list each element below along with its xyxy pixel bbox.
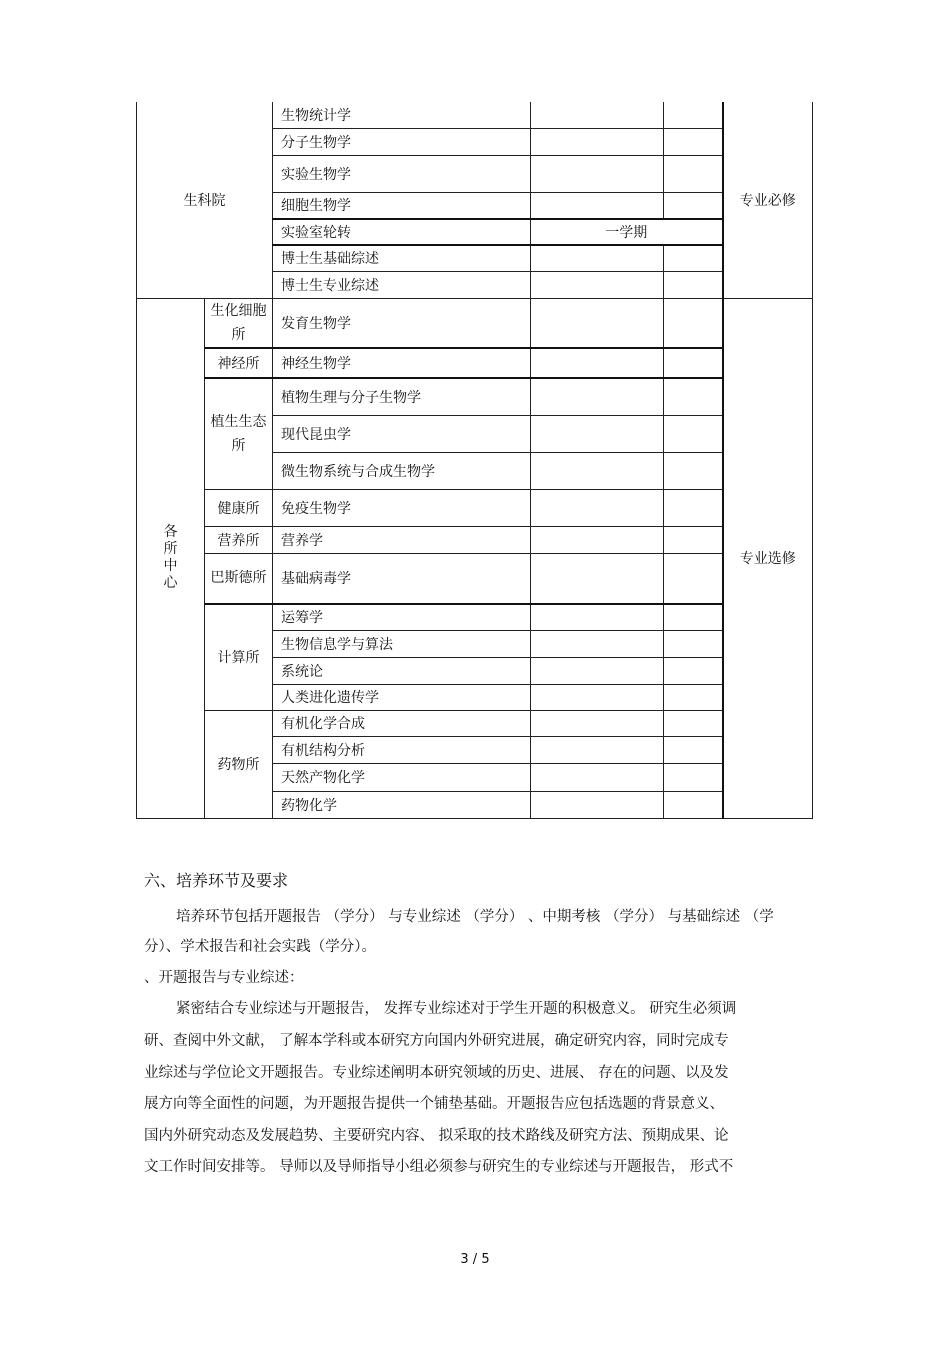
- empty-cell: [664, 553, 723, 604]
- institute-name: 健康所: [205, 489, 273, 526]
- course-name: 营养学: [273, 526, 531, 553]
- paragraph-line: 展方向等全面性的问题，为开题报告提供一个铺垫基础。开题报告应包括选题的背景意义、: [144, 1096, 724, 1112]
- empty-cell: [531, 630, 664, 657]
- paragraph-line: 紧密结合专业综述与开题报告， 发挥专业综述对于学生开题的积极意义。 研究生必须调: [176, 1001, 737, 1017]
- empty-cell: [664, 526, 723, 553]
- empty-cell: [531, 604, 664, 630]
- course-name: 生物信息学与算法: [273, 630, 531, 657]
- course-name: 博士生专业综述: [273, 271, 531, 298]
- course-name: 分子生物学: [273, 128, 531, 155]
- course-name: 基础病毒学: [273, 553, 531, 604]
- course-name: 免疫生物学: [273, 489, 531, 526]
- institute-name: 神经所: [205, 348, 273, 378]
- unit-college: 生科院: [137, 102, 273, 298]
- course-name: 有机化学合成: [273, 710, 531, 736]
- course-name: 实验生物学: [273, 155, 531, 192]
- course-type-elective: 专业选修: [723, 298, 813, 818]
- empty-cell: [664, 271, 723, 298]
- sub-heading: 、开题报告与专业综述：: [144, 970, 304, 986]
- empty-cell: [531, 245, 664, 271]
- empty-cell: [531, 763, 664, 791]
- term-note: 一学期: [531, 219, 723, 245]
- course-name: 生物统计学: [273, 102, 531, 128]
- empty-cell: [531, 452, 664, 489]
- empty-cell: [531, 298, 664, 348]
- empty-cell: [664, 348, 723, 378]
- empty-cell: [531, 415, 664, 452]
- empty-cell: [664, 604, 723, 630]
- empty-cell: [531, 553, 664, 604]
- course-name: 人类进化遗传学: [273, 684, 531, 710]
- empty-cell: [531, 710, 664, 736]
- empty-cell: [531, 271, 664, 298]
- empty-cell: [531, 378, 664, 415]
- empty-cell: [664, 102, 723, 128]
- empty-cell: [531, 526, 664, 553]
- empty-cell: [664, 489, 723, 526]
- course-name: 有机结构分析: [273, 736, 531, 763]
- course-name: 神经生物学: [273, 348, 531, 378]
- empty-cell: [664, 657, 723, 684]
- empty-cell: [664, 415, 723, 452]
- empty-cell: [531, 657, 664, 684]
- empty-cell: [664, 630, 723, 657]
- empty-cell: [664, 684, 723, 710]
- empty-cell: [531, 192, 664, 219]
- empty-cell: [664, 736, 723, 763]
- institute-name: 生化细胞所: [205, 298, 273, 348]
- section-heading: 六、培养环节及要求: [144, 871, 289, 890]
- empty-cell: [664, 192, 723, 219]
- empty-cell: [664, 452, 723, 489]
- institute-name: 药物所: [205, 710, 273, 818]
- course-name: 药物化学: [273, 791, 531, 818]
- empty-cell: [664, 298, 723, 348]
- course-name: 植物生理与分子生物学: [273, 378, 531, 415]
- course-name: 系统论: [273, 657, 531, 684]
- empty-cell: [664, 378, 723, 415]
- empty-cell: [531, 684, 664, 710]
- empty-cell: [531, 791, 664, 818]
- institute-name: 植生生态所: [205, 378, 273, 489]
- course-name: 运筹学: [273, 604, 531, 630]
- intro-line: 培养环节包括开题报告 （学分） 与专业综述 （学分） 、中期考核 （学分） 与基础综述 （学: [176, 909, 774, 925]
- empty-cell: [531, 128, 664, 155]
- institute-name: 计算所: [205, 604, 273, 710]
- page-number: 3 / 5: [460, 1252, 490, 1267]
- course-name: 微生物系统与合成生物学: [273, 452, 531, 489]
- empty-cell: [664, 128, 723, 155]
- empty-cell: [664, 710, 723, 736]
- course-name: 细胞生物学: [273, 192, 531, 219]
- empty-cell: [531, 736, 664, 763]
- paragraph-line: 研、查阅中外文献， 了解本学科或本研究方向国内外研究进展，确定研究内容，同时完成专: [144, 1033, 729, 1049]
- course-name: 发育生物学: [273, 298, 531, 348]
- empty-cell: [664, 155, 723, 192]
- empty-cell: [531, 348, 664, 378]
- course-name: 实验室轮转: [273, 219, 531, 245]
- paragraph-line: 文工作时间安排等。 导师以及导师指导小组必须参与研究生的专业综述与开题报告， 形式不: [144, 1159, 734, 1175]
- empty-cell: [664, 763, 723, 791]
- empty-cell: [664, 245, 723, 271]
- empty-cell: [531, 489, 664, 526]
- empty-cell: [531, 102, 664, 128]
- institutes-center-label: 各 所 中 心: [137, 298, 205, 818]
- empty-cell: [664, 791, 723, 818]
- paragraph-line: 业综述与学位论文开题报告。专业综述阐明本研究领域的历史、进展、 存在的问题、以及发: [144, 1065, 729, 1081]
- paragraph-line: 国内外研究动态及发展趋势、主要研究内容、 拟采取的技术路线及研究方法、预期成果、论: [144, 1128, 729, 1144]
- empty-cell: [531, 155, 664, 192]
- course-type-required: 专业必修: [723, 102, 813, 298]
- curriculum-table: [136, 102, 813, 819]
- course-name: 天然产物化学: [273, 763, 531, 791]
- course-name: 现代昆虫学: [273, 415, 531, 452]
- institute-name: 营养所: [205, 526, 273, 553]
- course-name: 博士生基础综述: [273, 245, 531, 271]
- institute-name: 巴斯德所: [205, 553, 273, 604]
- intro-line: 分）、学术报告和社会实践（学分）。: [144, 939, 376, 955]
